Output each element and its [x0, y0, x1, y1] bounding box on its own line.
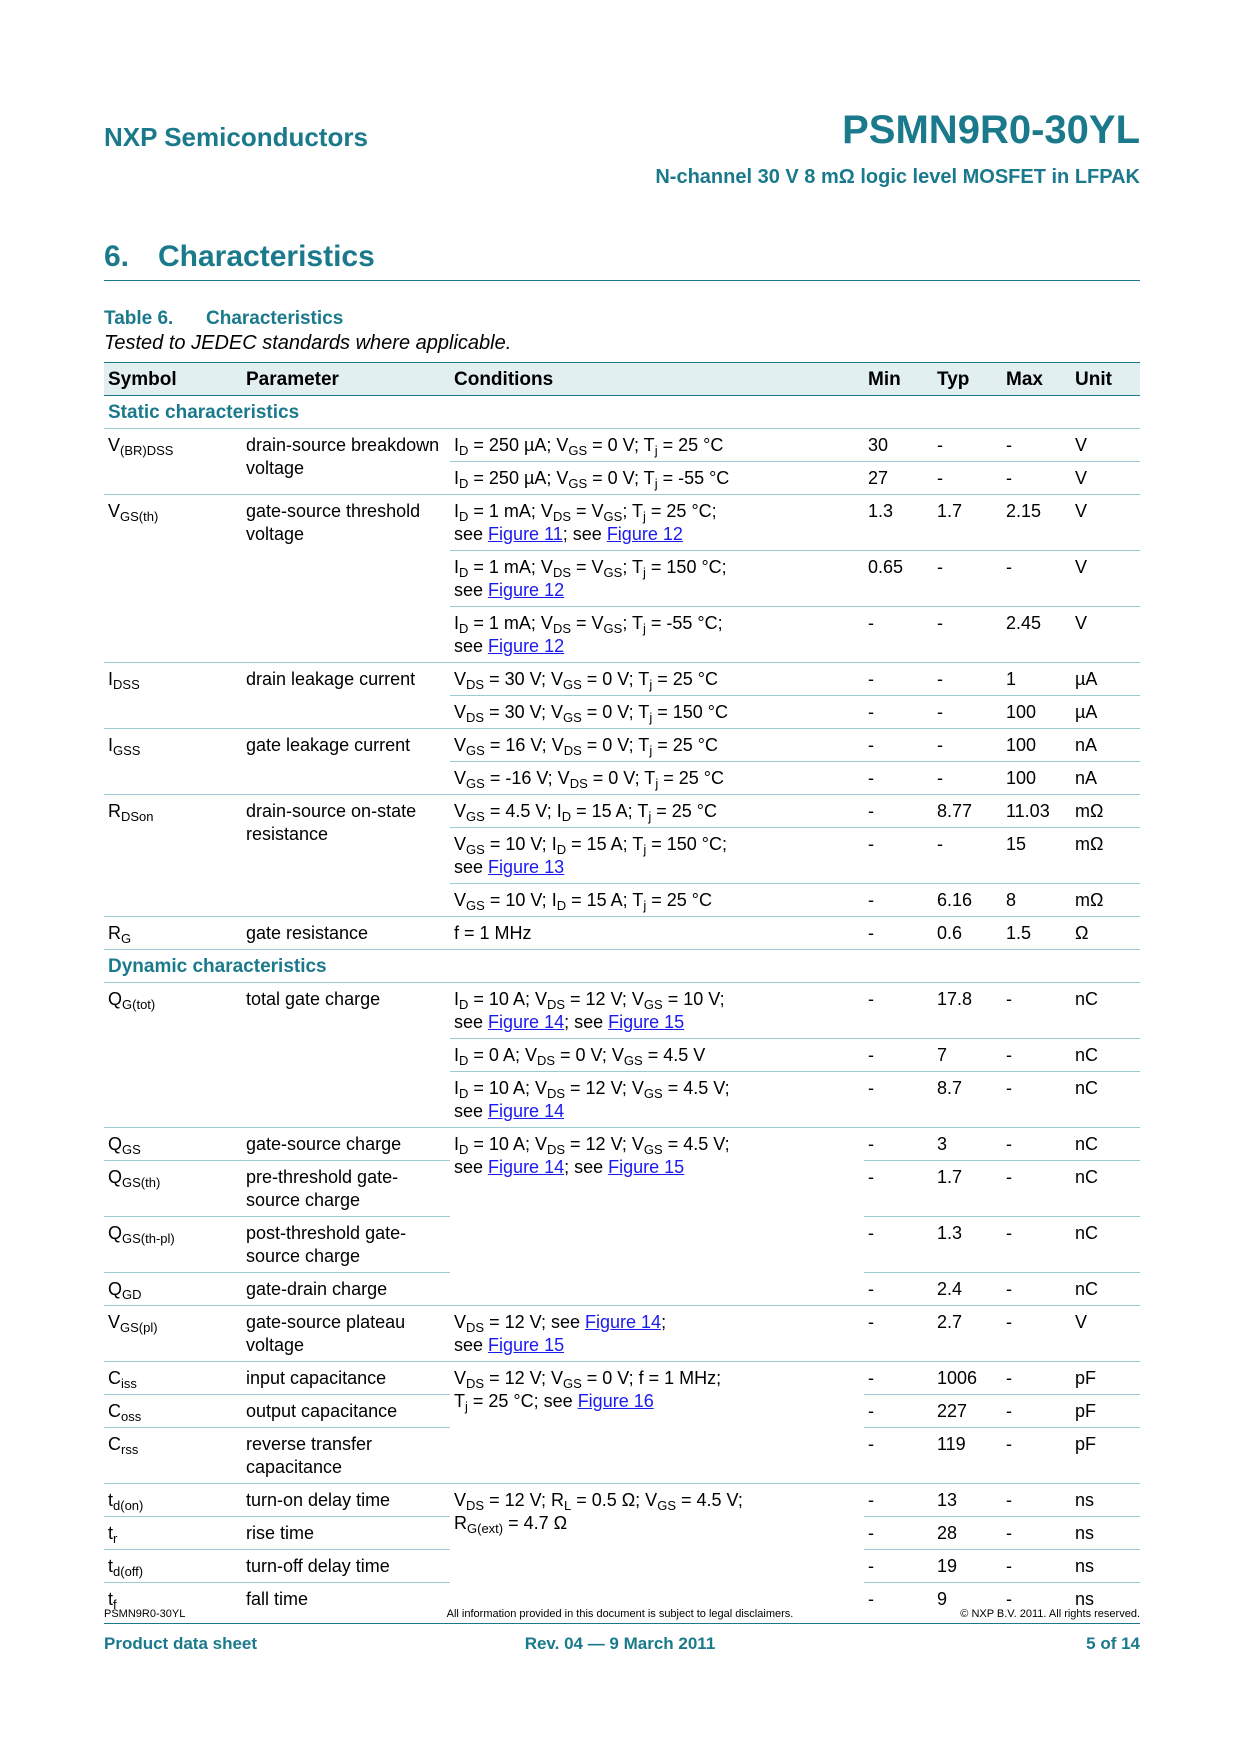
unit-value: nC — [1071, 1161, 1140, 1217]
min-value: - — [864, 696, 933, 729]
min-value: - — [864, 729, 933, 762]
min-value: 30 — [864, 429, 933, 462]
parameter-cell: output capacitance — [242, 1395, 450, 1428]
unit-value: ns — [1075, 1589, 1095, 1609]
figure-link[interactable]: Figure 14 — [585, 1312, 662, 1332]
table-row — [104, 795, 1140, 828]
table-row — [104, 1128, 1140, 1161]
figure-link[interactable]: Figure 14 — [488, 1012, 565, 1032]
typ-value: 2.4 — [933, 1273, 1002, 1306]
typ-value: - — [933, 663, 1002, 696]
figure-link[interactable]: Figure 15 — [488, 1335, 565, 1355]
conditions-cell: $V_{DS} = 30$ V; $V_{GS} = 0$ V; $T_j = 150$ °C — [450, 696, 864, 729]
conditions-cell: $V_{DS} = 12$ V; $V_{GS} = 0$ V; f = 1 MHz; $T_j = 25$ °C; see Figure 16 — [450, 1362, 864, 1484]
parameter-cell: drain-source breakdown voltage — [242, 429, 450, 495]
max-value: 1 — [1002, 663, 1071, 696]
unit-value: mΩ — [1071, 884, 1140, 917]
typ-value: - — [933, 828, 1002, 884]
table-row — [104, 1484, 1140, 1517]
table-row — [104, 429, 1140, 462]
min-value: - — [864, 1550, 933, 1583]
conditions-cell: $I_D = 10$ A; $V_{DS} = 12$ V; $V_{GS} = 10$ V; see Figure 14; see Figure 15 — [450, 983, 864, 1039]
max-value: - — [1002, 1362, 1071, 1395]
symbol-cell: $t_r$ — [104, 1517, 242, 1550]
unit-value: pF — [1071, 1428, 1140, 1484]
max-value: 8 — [1002, 884, 1071, 917]
parameter-cell: rise time — [242, 1517, 450, 1550]
unit-value: nA — [1071, 729, 1140, 762]
typ-value: 7 — [933, 1039, 1002, 1072]
unit-value: V — [1071, 607, 1140, 663]
footer-document-type: Product data sheet — [104, 1634, 258, 1653]
unit-value: ns — [1071, 1517, 1140, 1550]
parameter-cell: gate leakage current — [242, 729, 450, 795]
conditions-cell: f = 1 MHz — [450, 917, 864, 950]
table-title: Characteristics — [206, 308, 344, 329]
max-value: 2.45 — [1002, 607, 1071, 663]
figure-link[interactable]: Figure 12 — [488, 636, 565, 656]
unit-value: nC — [1071, 1217, 1140, 1273]
max-value: - — [1002, 1072, 1071, 1128]
symbol-cell: $t_f$ — [108, 1589, 117, 1612]
footer-copyright: © NXP B.V. 2011. All rights reserved. — [960, 1608, 1140, 1620]
footer-document-id: PSMN9R0-30YL — [104, 1608, 186, 1620]
typ-value: 1006 — [933, 1362, 1002, 1395]
product-number: PSMN9R0-30YL — [842, 108, 1140, 152]
figure-link[interactable]: Figure 14 — [488, 1157, 565, 1177]
max-value: - — [1002, 429, 1071, 462]
min-value: 1.3 — [864, 495, 933, 551]
typ-value: - — [933, 462, 1002, 495]
table-row — [104, 495, 1140, 551]
header-parameter: Parameter — [242, 363, 450, 396]
max-value: 100 — [1002, 762, 1071, 795]
section-heading: Characteristics — [158, 240, 375, 273]
table-note: Tested to JEDEC standards where applicable. — [104, 332, 512, 354]
max-value: - — [1002, 1550, 1071, 1583]
min-value: - — [868, 1589, 874, 1609]
parameter-cell: gate-source charge — [242, 1128, 450, 1161]
max-value: 15 — [1002, 828, 1071, 884]
figure-link[interactable]: Figure 12 — [606, 524, 683, 544]
parameter-cell: reverse transfer capacitance — [242, 1428, 450, 1484]
conditions-cell: $I_D = 250$ µA; $V_{GS} = 0$ V; $T_j = 25$ °C — [450, 429, 864, 462]
unit-value: V — [1071, 551, 1140, 607]
min-value: - — [864, 1217, 933, 1273]
max-value: - — [1002, 1161, 1071, 1217]
max-value: - — [1002, 1395, 1071, 1428]
symbol-cell: $V_{GS(th)}$ — [104, 495, 242, 663]
conditions-cell: $V_{GS} = 10$ V; $I_D = 15$ A; $T_j = 25$ °C — [450, 884, 864, 917]
unit-value: nC — [1071, 1072, 1140, 1128]
symbol-cell: $V_{GS(pl)}$ — [104, 1306, 242, 1362]
min-value: - — [864, 1161, 933, 1217]
symbol-cell: $R_G$ — [104, 917, 242, 950]
typ-value: 28 — [933, 1517, 1002, 1550]
figure-link[interactable]: Figure 15 — [608, 1012, 685, 1032]
section-row — [104, 396, 1140, 429]
min-value: - — [864, 884, 933, 917]
symbol-cell: $C_{rss}$ — [104, 1428, 242, 1484]
table-caption — [104, 308, 343, 330]
symbol-cell: $Q_{GS(th-pl)}$ — [104, 1217, 242, 1273]
min-value: - — [864, 983, 933, 1039]
max-value: 2.15 — [1002, 495, 1071, 551]
figure-link[interactable]: Figure 13 — [488, 857, 565, 877]
conditions-cell: $V_{GS} = 16$ V; $V_{DS} = 0$ V; $T_j = 25$ °C — [450, 729, 864, 762]
min-value: 27 — [864, 462, 933, 495]
conditions-cell: $V_{GS} = 10$ V; $I_D = 15$ A; $T_j = 150$ °C; see Figure 13 — [450, 828, 864, 884]
typ-value: - — [933, 607, 1002, 663]
max-value: - — [1002, 462, 1071, 495]
typ-value: 13 — [933, 1484, 1002, 1517]
parameter-cell: gate resistance — [242, 917, 450, 950]
unit-value: V — [1071, 1306, 1140, 1362]
typ-value: 8.7 — [933, 1072, 1002, 1128]
min-value: - — [864, 1395, 933, 1428]
figure-link[interactable]: Figure 14 — [488, 1101, 565, 1121]
typ-value: 1.7 — [933, 495, 1002, 551]
unit-value: mΩ — [1071, 795, 1140, 828]
min-value: - — [864, 1428, 933, 1484]
max-value: 11.03 — [1002, 795, 1071, 828]
typ-value: 2.7 — [933, 1306, 1002, 1362]
figure-link[interactable]: Figure 11 — [488, 524, 563, 544]
min-value: - — [864, 1273, 933, 1306]
symbol-cell: $C_{oss}$ — [104, 1395, 242, 1428]
conditions-cell: $I_D = 1$ mA; $V_{DS} = V_{GS}$; $T_j = 150$ °C; see Figure 12 — [450, 551, 864, 607]
figure-link[interactable]: Figure 12 — [488, 580, 565, 600]
table-row — [104, 1306, 1140, 1362]
unit-value: V — [1071, 429, 1140, 462]
unit-value: nC — [1071, 1039, 1140, 1072]
max-value: - — [1002, 1517, 1071, 1550]
footer-page-number: 5 of 14 — [1086, 1634, 1140, 1653]
typ-value: 1.3 — [933, 1217, 1002, 1273]
table-row — [104, 729, 1140, 762]
max-value: - — [1002, 1039, 1071, 1072]
typ-value: - — [933, 729, 1002, 762]
max-value: - — [1002, 551, 1071, 607]
parameter-cell: drain-source on-state resistance — [242, 795, 450, 917]
parameter-cell: input capacitance — [242, 1362, 450, 1395]
section-title — [104, 240, 375, 274]
max-value: - — [1002, 1484, 1071, 1517]
header-typ: Typ — [933, 363, 1002, 396]
section-divider — [104, 280, 1140, 281]
table-row — [104, 1362, 1140, 1395]
typ-value: 9 — [937, 1589, 948, 1609]
max-value: - — [1002, 1273, 1071, 1306]
header-max: Max — [1002, 363, 1071, 396]
unit-value: nC — [1071, 1128, 1140, 1161]
min-value: - — [864, 663, 933, 696]
parameter-cell: pre-threshold gate-source charge — [242, 1161, 450, 1217]
typ-value: 6.16 — [933, 884, 1002, 917]
min-value: - — [864, 1306, 933, 1362]
conditions-cell: $V_{DS} = 12$ V; see Figure 14; see Figure 15 — [450, 1306, 864, 1362]
typ-value: 227 — [933, 1395, 1002, 1428]
unit-value: mΩ — [1071, 828, 1140, 884]
footer-legal-notice: All information provided in this document is subject to legal disclaimers. — [446, 1608, 794, 1620]
conditions-cell: $I_D = 10$ A; $V_{DS} = 12$ V; $V_{GS} = 4.5$ V; see Figure 14 — [450, 1072, 864, 1128]
typ-value: 8.77 — [933, 795, 1002, 828]
company-name: NXP Semiconductors — [104, 122, 368, 152]
characteristics-table — [104, 362, 1140, 1615]
max-value: - — [1002, 983, 1071, 1039]
min-value: - — [864, 1484, 933, 1517]
max-value: 100 — [1002, 696, 1071, 729]
typ-value: 19 — [933, 1550, 1002, 1583]
typ-value: - — [933, 429, 1002, 462]
conditions-cell: $V_{DS} = 30$ V; $V_{GS} = 0$ V; $T_j = 25$ °C — [450, 663, 864, 696]
max-value: 100 — [1002, 729, 1071, 762]
conditions-cell: $I_D = 1$ mA; $V_{DS} = V_{GS}$; $T_j = 25$ °C; see Figure 11; see Figure 12 — [450, 495, 864, 551]
header-conditions: Conditions — [450, 363, 864, 396]
footer-revision: Rev. 04 — 9 March 2011 — [524, 1634, 716, 1653]
parameter-cell: drain leakage current — [242, 663, 450, 729]
typ-value: - — [933, 762, 1002, 795]
symbol-cell: $t_{d(on)}$ — [104, 1484, 242, 1517]
section-static: Static characteristics — [104, 396, 1140, 429]
conditions-cell: $I_D = 10$ A; $V_{DS} = 12$ V; $V_{GS} = 4.5$ V; see Figure 14; see Figure 15 — [450, 1128, 864, 1306]
unit-value: Ω — [1071, 917, 1140, 950]
min-value: - — [864, 1072, 933, 1128]
min-value: - — [864, 917, 933, 950]
typ-value: 1.7 — [933, 1161, 1002, 1217]
parameter-cell: turn-on delay time — [242, 1484, 450, 1517]
symbol-cell: $C_{iss}$ — [104, 1362, 242, 1395]
typ-value: 119 — [933, 1428, 1002, 1484]
unit-value: V — [1071, 462, 1140, 495]
symbol-cell: $V_{(BR)DSS}$ — [104, 429, 242, 495]
header-unit: Unit — [1071, 363, 1140, 396]
max-value: - — [1006, 1589, 1012, 1609]
unit-value: V — [1071, 495, 1140, 551]
conditions-cell: $I_D = 250$ µA; $V_{GS} = 0$ V; $T_j = -55$ °C — [450, 462, 864, 495]
parameter-cell: total gate charge — [242, 983, 450, 1128]
symbol-cell: $Q_{GS(th)}$ — [104, 1161, 242, 1217]
conditions-cell: $I_D = 0$ A; $V_{DS} = 0$ V; $V_{GS} = 4.5$ V — [450, 1039, 864, 1072]
unit-value: nA — [1071, 762, 1140, 795]
conditions-cell: $V_{DS} = 12$ V; $R_L = 0.5$ Ω; $V_{GS} = 4.5$ V; $R_{G(ext)} = 4.7$ Ω — [454, 1490, 743, 1536]
section-number: 6. — [104, 240, 130, 273]
table-header-row — [104, 363, 1140, 396]
min-value: - — [864, 1517, 933, 1550]
table-row — [104, 983, 1140, 1039]
unit-value: ns — [1071, 1484, 1140, 1517]
max-value: - — [1002, 1128, 1071, 1161]
conditions-cell: $I_D = 1$ mA; $V_{DS} = V_{GS}$; $T_j = -55$ °C; see Figure 12 — [450, 607, 864, 663]
header-symbol: Symbol — [104, 363, 242, 396]
typ-value: 3 — [933, 1128, 1002, 1161]
footer-divider — [104, 1623, 1140, 1624]
section-row — [104, 950, 1140, 983]
symbol-cell: $t_{d(off)}$ — [104, 1550, 242, 1583]
symbol-cell: $R_{DSon}$ — [104, 795, 242, 917]
min-value: - — [864, 828, 933, 884]
max-value: - — [1002, 1428, 1071, 1484]
parameter-cell: post-threshold gate-source charge — [242, 1217, 450, 1273]
table-row — [104, 663, 1140, 696]
unit-value: pF — [1071, 1395, 1140, 1428]
unit-value: ns — [1071, 1550, 1140, 1583]
parameter-cell: gate-source threshold voltage — [242, 495, 450, 663]
header-min: Min — [864, 363, 933, 396]
min-value: - — [864, 762, 933, 795]
symbol-cell: $Q_{G(tot)}$ — [104, 983, 242, 1128]
unit-value: µA — [1071, 663, 1140, 696]
max-value: - — [1002, 1306, 1071, 1362]
min-value: 0.65 — [864, 551, 933, 607]
conditions-cell: $V_{GS} = 4.5$ V; $I_D = 15$ A; $T_j = 25$ °C — [450, 795, 864, 828]
parameter-cell: turn-off delay time — [242, 1550, 450, 1583]
product-subtitle: N-channel 30 V 8 mΩ logic level MOSFET in LFPAK — [655, 166, 1140, 188]
unit-value: nC — [1071, 1273, 1140, 1306]
unit-value: µA — [1071, 696, 1140, 729]
min-value: - — [864, 607, 933, 663]
section-dynamic: Dynamic characteristics — [104, 950, 1140, 983]
typ-value: - — [933, 696, 1002, 729]
figure-link[interactable]: Figure 16 — [577, 1391, 654, 1411]
min-value: - — [864, 795, 933, 828]
max-value: 1.5 — [1002, 917, 1071, 950]
parameter-cell: fall time — [246, 1589, 309, 1609]
symbol-cell: $Q_{GS}$ — [104, 1128, 242, 1161]
max-value: - — [1002, 1217, 1071, 1273]
parameter-cell: gate-drain charge — [242, 1273, 450, 1306]
parameter-cell: gate-source plateau voltage — [242, 1306, 450, 1362]
typ-value: 0.6 — [933, 917, 1002, 950]
min-value: - — [864, 1362, 933, 1395]
symbol-cell: $I_{GSS}$ — [104, 729, 242, 795]
conditions-cell: $V_{GS} = -16$ V; $V_{DS} = 0$ V; $T_j = 25$ °C — [450, 762, 864, 795]
table-number: Table 6. — [104, 308, 174, 329]
typ-value: - — [933, 551, 1002, 607]
symbol-cell: $Q_{GD}$ — [104, 1273, 242, 1306]
unit-value: pF — [1071, 1362, 1140, 1395]
figure-link[interactable]: Figure 15 — [608, 1157, 685, 1177]
typ-value: 17.8 — [933, 983, 1002, 1039]
unit-value: nC — [1071, 983, 1140, 1039]
min-value: - — [864, 1039, 933, 1072]
symbol-cell: $I_{DSS}$ — [104, 663, 242, 729]
min-value: - — [864, 1128, 933, 1161]
table-row — [104, 917, 1140, 950]
